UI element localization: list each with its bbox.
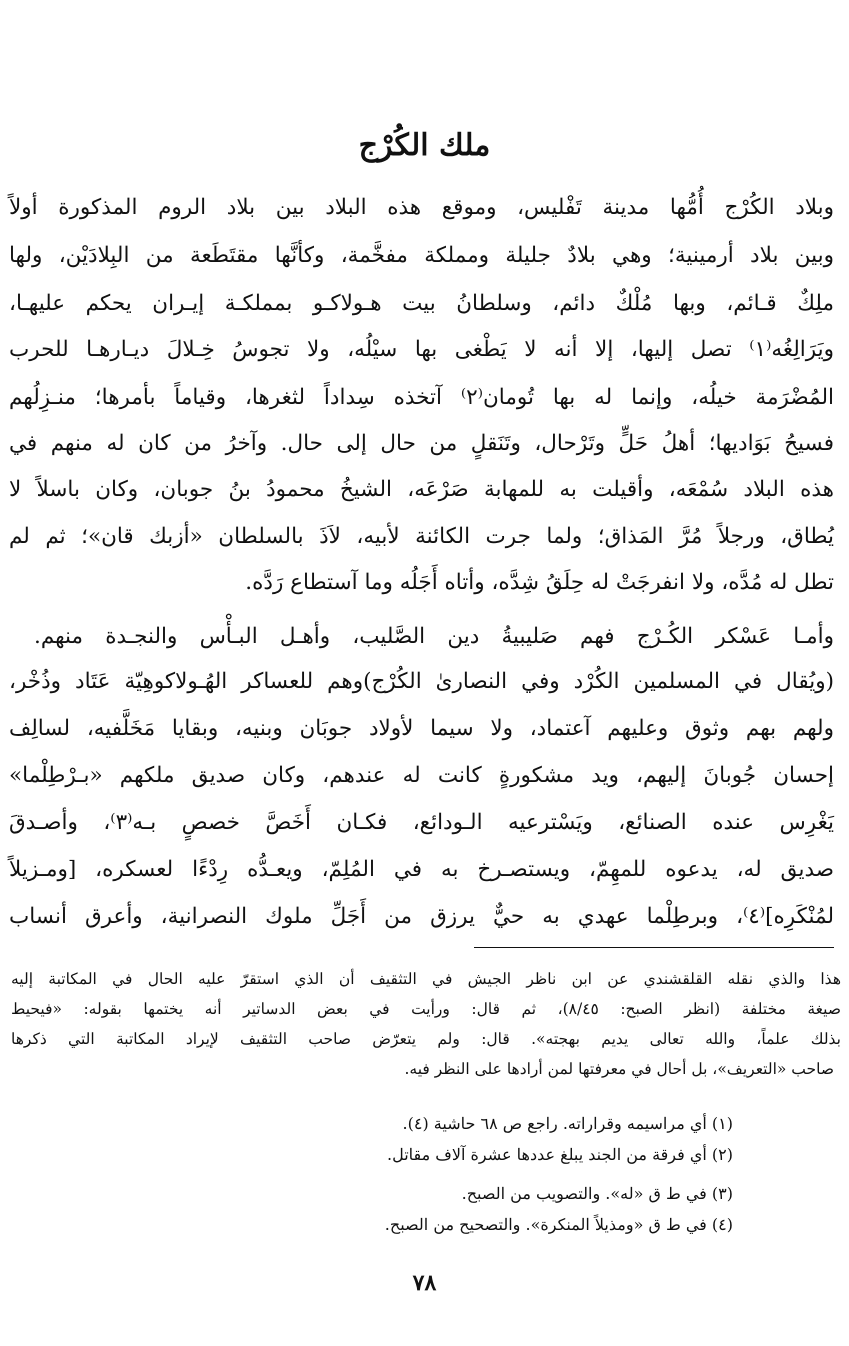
footnote-text-line: بذلك علماً، والله تعالى يديم بهجته». قال: ولم يتعرّض صاحب التثقيف لإيراد المكاتبة التي ذكرها (11, 1030, 841, 1048)
footnote-text-line: صيغة مختلفة (انظر الصبح: ٨/٤٥)، ثم قال: ورأيت في بعض الدساتير أنه يختمها بقوله: «فيحيط (11, 1000, 841, 1018)
page-number: ٧٨ (412, 1270, 437, 1296)
text-line: صديق له، يدعوه للمهِمّ، ويستصـرخ به في المُلِمّ، ويعـدُّه رِدْءًا لعسكره، [ومـزيلاً (9, 857, 834, 882)
text-line: وبين بلاد أرمينية؛ وهي بلادٌ جليلة ومملكة مفخَّمة، وكأنَّها مقتَطَعة من البِلادَيْن، ولها (9, 243, 834, 268)
text-line: وبلاد الكُرْج أُمُّها مدينة تَفْليس، وموقع هذه البلاد بين بلاد الروم المذكورة أولاً (9, 195, 834, 220)
text-line: المُضْرَمة خيلُه، وإنما له بها تُومان⁽٢⁾ آتخذه سِداداً لثغرها، وقياماً بأمرها؛ منـزِلُهم (9, 385, 835, 410)
footnote-1: (١) أي مراسيمه وقراراته. راجع ص ٦٨ حاشية (٤). (402, 1114, 733, 1133)
text-line: تطل له مُدَّه، ولا انفرجَتْ له حِلَقُ شِدَّه، وأتاه أَجَلُه وما آستطاع رَدَّه. (245, 570, 834, 595)
footnote-4: (٤) في ط ق «ومذيلاً المنكرة». والتصحيح من الصبح. (384, 1215, 733, 1234)
footnote-2: (٢) أي فرقة من الجند يبلغ عددها عشرة آلاف مقاتل. (386, 1145, 733, 1164)
text-line: لمُنْكَرِه]⁽٤⁾، وبرطِلْما عهدي به حيٌّ يرزق من أَجَلِّ ملوك النصرانية، وأعرق أنساب (9, 904, 834, 929)
text-line: يَغْرِس عنده الصنائع، ويَسْترعيه الـودائع، فكـان أَخَصَّ خصصٍ بـه⁽٣⁾، وأصـدقَ (9, 810, 835, 835)
text-line: هذه البلاد سُمْعَه، وأقيلت به للمهابة صَرْعَه، الشيخُ محمودُ بنُ جوبان، وكان باسلاً لا (9, 477, 834, 502)
text-line: وأمـا عَسْكر الكُـرْج فهم صَليبيةُ دين الصَّليب، وأهـل البـأْس والنجـدة منهم. (34, 624, 834, 649)
text-line: يُطاق، ورجلاً مُرَّ المَذاق؛ ولما جرت الكائنة لأبيه، لاَذَ بالسلطان «أزبك قان»؛ ثم لم (9, 524, 834, 549)
section-title: ملك الكُرْج (358, 128, 491, 163)
text-line: ويَرَالِغُه⁽١⁾ تصل إليها، إلا أنه لا يَطْغى بها سيْلُه، ولا تجوسُ خِـلالَ ديـارهـا للحرب (9, 337, 834, 362)
footnote-text-line: هذا والذي نقله القلقشندي عن ابن ناظر الجيش في التثقيف أن الذي استقرّ عليه الحال في المكاتبة إليه (11, 970, 841, 988)
text-line: إحسان جُوبانَ إليهم، ويد مشكورةٍ كانت له عندهم، وكان صديق ملكهم «بـرْطِلْما» (9, 763, 834, 788)
footnote-divider (474, 947, 834, 948)
text-line: فسيحُ بَوَاديها؛ أهلُ حَلٍّ وتَرْحال، وتَنَقلٍ من حال إلى حال. وآخرُ من كان له منهم في (9, 431, 834, 456)
text-line: ولهم بهم وثوق وعليهم آعتماد، ولا سيما لأولاد جوبَان وبنيه، وبقايا مَخَلَّفيه، لسالِف (9, 716, 834, 741)
text-line: (ويُقال في المسلمين الكُرْد وفي النصارىٰ الكُرْج)وهم للعساكر الهُـولاكوهِيّة عَتَاد وذُخْر، (9, 669, 834, 694)
footnote-text-line: صاحب «التعريف»، بل أحال في معرفتها لمن أرادها على النظر فيه. (404, 1060, 834, 1078)
text-line: ملِكٌ قـائم، وبها مُلْكٌ دائم، وسلطانُ بيت هـولاكـو بمملكـة إيـران يحكم عليهـا، (9, 291, 834, 316)
footnote-3: (٣) في ط ق «له». والتصويب من الصبح. (461, 1184, 733, 1203)
